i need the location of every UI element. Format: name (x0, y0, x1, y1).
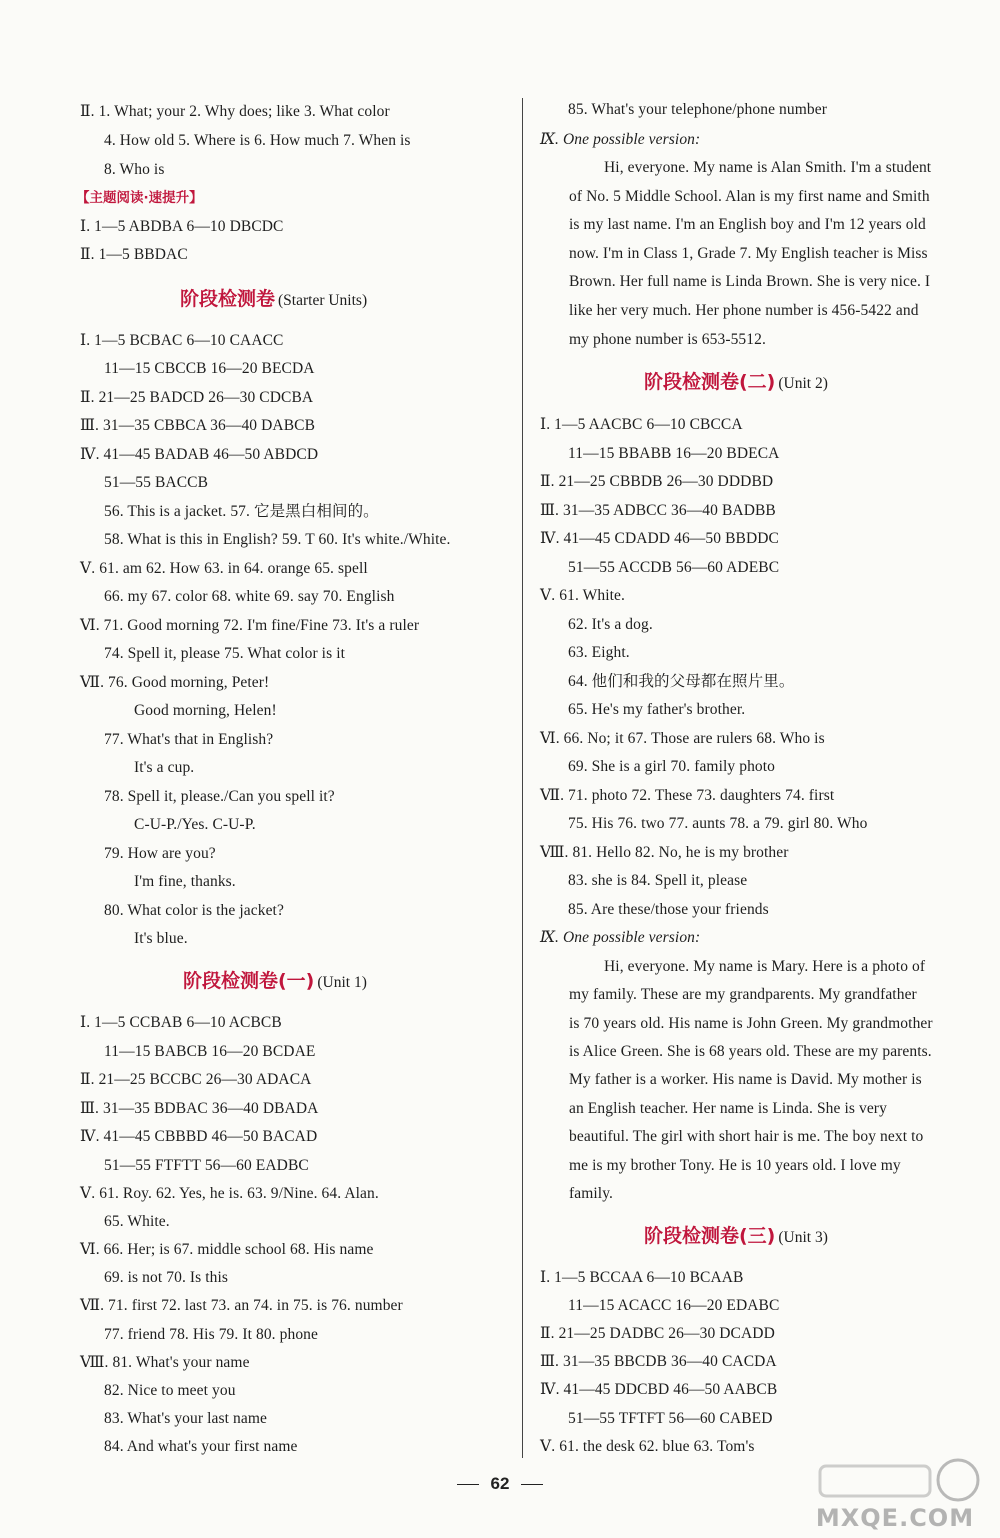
answer-line: Ⅲ. 31—35 CBBCA 36—40 DABCB (80, 417, 316, 434)
answer-line: It's blue. (134, 930, 188, 947)
answer-line: 51—55 BACCB (104, 474, 209, 491)
footer-dash-right (521, 1484, 543, 1485)
section-heading (644, 1223, 828, 1251)
answer-line: 51—55 FTFTT 56—60 EADBC (104, 1157, 309, 1174)
section-heading (180, 286, 367, 314)
answer-line: is Alice Green. She is 68 years old. These are my parents. (569, 1043, 932, 1060)
answer-line: It's a cup. (134, 759, 195, 776)
answer-line: I'm fine, thanks. (134, 873, 236, 890)
answer-line: 77. friend 78. His 79. It 80. phone (104, 1326, 319, 1343)
answer-line: C-U-P./Yes. C-U-P. (134, 816, 256, 833)
answer-line: 8. Who is (104, 161, 165, 178)
section-heading (183, 968, 367, 996)
section-title: 阶段检测卷(二) (644, 371, 776, 393)
answer-line: Ⅱ. 21—25 BCCBC 26—30 ADACA (80, 1071, 312, 1088)
answer-line: Ⅴ. 61. White. (540, 587, 625, 604)
answer-line: 11—15 BABCB 16—20 BCDAE (104, 1043, 316, 1060)
answer-line: Ⅸ. One possible version: (540, 131, 701, 148)
answer-line: 51—55 TFTFT 56—60 CABED (568, 1410, 773, 1427)
answer-line: Ⅵ. 71. Good morning 72. I'm fine/Fine 73. It's a ruler (80, 617, 420, 634)
answer-line: 75. His 76. two 77. aunts 78. a 79. girl 80. Who (568, 815, 868, 832)
reading-section-tag: 【主题阅读·速提升】 (76, 190, 203, 206)
answer-line: 79. How are you? (104, 845, 216, 862)
answer-line: 82. Nice to meet you (104, 1382, 236, 1399)
answer-line: Ⅰ. 1—5 BCCAA 6—10 BCAAB (540, 1269, 744, 1286)
section-title: 阶段检测卷(一) (183, 970, 315, 992)
answer-line: Ⅲ. 31—35 ADBCC 36—40 BADBB (540, 502, 776, 519)
answer-line: 4. How old 5. Where is 6. How much 7. When is (104, 132, 411, 149)
answer-line: Ⅱ. 21—25 BADCD 26—30 CDCBA (80, 389, 314, 406)
answer-line: Ⅵ. 66. No; it 67. Those are rulers 68. Who is (540, 730, 825, 747)
section-unit: (Unit 1) (317, 974, 367, 991)
answer-line: 58. What is this in English? 59. T 60. It's white./White. (104, 531, 451, 548)
answer-line: Ⅳ. 41—45 CDADD 46—50 BBDDC (540, 530, 779, 547)
answer-line: Ⅳ. 41—45 BADAB 46—50 ABDCD (80, 446, 319, 463)
answer-line: Ⅲ. 31—35 BDBAC 36—40 DBADA (80, 1100, 319, 1117)
answer-line: 77. What's that in English? (104, 731, 274, 748)
answer-line: me is my brother Tony. He is 10 years old. I love my (569, 1157, 901, 1174)
answer-line: Ⅰ. 1—5 CCBAB 6—10 ACBCB (80, 1014, 282, 1031)
answer-line: 56. This is a jacket. 57. 它是黑白相间的。 (104, 503, 379, 520)
column-divider (522, 98, 523, 1458)
section-title: 阶段检测卷(三) (644, 1225, 776, 1247)
answer-line: Ⅴ. 61. the desk 62. blue 63. Tom's (540, 1438, 755, 1455)
answer-line: My father is a worker. His name is David. My mother is (569, 1071, 922, 1088)
answer-line: is my last name. I'm an English boy and I'm 12 years old (569, 216, 926, 233)
answer-line: 11—15 ACACC 16—20 EDABC (568, 1297, 780, 1314)
answer-line: 51—55 ACCDB 56—60 ADEBC (568, 559, 780, 576)
answer-line: 65. White. (104, 1213, 170, 1230)
answer-line: Ⅳ. 41—45 DDCBD 46—50 AABCB (540, 1381, 778, 1398)
answer-line: Ⅸ. One possible version: (540, 929, 701, 946)
answer-line: Ⅱ. 1—5 BBDAC (80, 246, 188, 263)
section-unit: (Unit 2) (778, 375, 828, 392)
answer-line: 80. What color is the jacket? (104, 902, 284, 919)
section-title: 阶段检测卷 (180, 288, 276, 310)
watermark-seal-icon (800, 1458, 990, 1506)
answer-line: Ⅰ. 1—5 AACBC 6—10 CBCCA (540, 416, 743, 433)
answer-line: Ⅴ. 61. Roy. 62. Yes, he is. 63. 9/Nine. 64. Alan. (80, 1185, 379, 1202)
answer-line: Ⅵ. 66. Her; is 67. middle school 68. His name (80, 1241, 374, 1258)
answer-line: 64. 他们和我的父母都在照片里。 (568, 673, 795, 690)
footer-dash-left (457, 1484, 479, 1485)
answer-line: 66. my 67. color 68. white 69. say 70. English (104, 588, 395, 605)
answer-line: Ⅱ. 1. What; your 2. Why does; like 3. What color (80, 103, 390, 120)
answer-line: Brown. Her full name is Linda Brown. She is very nice. I (569, 273, 931, 290)
answer-line: 11—15 CBCCB 16—20 BECDA (104, 360, 315, 377)
answer-line: Ⅰ. 1—5 BCBAC 6—10 CAACC (80, 332, 284, 349)
answer-line: 62. It's a dog. (568, 616, 653, 633)
answer-line: Ⅷ. 81. Hello 82. No, he is my brother (540, 844, 789, 861)
answer-line: now. I'm in Class 1, Grade 7. My English teacher is Miss (569, 245, 928, 262)
answer-line: 83. she is 84. Spell it, please (568, 872, 748, 889)
answer-line: 85. Are these/those your friends (568, 901, 769, 918)
answer-line: Ⅷ. 81. What's your name (80, 1354, 250, 1371)
answer-line: Ⅳ. 41—45 CBBBD 46—50 BACAD (80, 1128, 318, 1145)
answer-line: Ⅶ. 71. first 72. last 73. an 74. in 75. is 76. number (80, 1297, 403, 1314)
answer-line: 85. What's your telephone/phone number (568, 101, 827, 118)
answer-line: 84. And what's your first name (104, 1438, 298, 1455)
answer-line: 63. Eight. (568, 644, 630, 661)
answer-line: Ⅰ. 1—5 ABDBA 6—10 DBCDC (80, 218, 284, 235)
answer-line: is 70 years old. His name is John Green. My grandmother (569, 1015, 933, 1032)
answer-line: Ⅱ. 21—25 CBBDB 26—30 DDDBD (540, 473, 774, 490)
section-heading (644, 369, 828, 397)
watermark-text: MXQE.COM (815, 1504, 975, 1532)
answer-line: 65. He's my father's brother. (568, 701, 746, 718)
answer-line: of No. 5 Middle School. Alan is my first name and Smith (569, 188, 930, 205)
answer-line: beautiful. The girl with short hair is me. The boy next to (569, 1128, 924, 1145)
answer-line: Ⅶ. 71. photo 72. These 73. daughters 74. first (540, 787, 835, 804)
answer-line: 69. is not 70. Is this (104, 1269, 229, 1286)
section-unit: (Starter Units) (278, 292, 368, 309)
section-unit: (Unit 3) (778, 1229, 828, 1246)
answer-line: 78. Spell it, please./Can you spell it? (104, 788, 335, 805)
answer-line: my phone number is 653-5512. (569, 331, 766, 348)
answer-line: Good morning, Helen! (134, 702, 277, 719)
page-number: 62 (490, 1474, 510, 1493)
answer-line: 83. What's your last name (104, 1410, 267, 1427)
answer-line: like her very much. Her phone number is 456-5422 and (569, 302, 919, 319)
answer-line: Hi, everyone. My name is Alan Smith. I'm a student (604, 159, 932, 176)
answer-line: 74. Spell it, please 75. What color is it (104, 645, 346, 662)
answer-line: family. (569, 1185, 614, 1202)
watermark-logo (800, 1458, 990, 1532)
answer-line: an English teacher. Her name is Linda. She is very (569, 1100, 887, 1117)
answer-line: Ⅱ. 21—25 DADBC 26—30 DCADD (540, 1325, 775, 1342)
answer-line: Ⅲ. 31—35 BBCDB 36—40 CACDA (540, 1353, 777, 1370)
answer-line: Ⅶ. 76. Good morning, Peter! (80, 674, 270, 691)
answer-line: Ⅴ. 61. am 62. How 63. in 64. orange 65. spell (80, 560, 368, 577)
answer-line: Hi, everyone. My name is Mary. Here is a photo of (604, 958, 926, 975)
answer-line: my family. These are my grandparents. My grandfather (569, 986, 917, 1003)
answer-line: 11—15 BBABB 16—20 BDECA (568, 445, 780, 462)
answer-line: 69. She is a girl 70. family photo (568, 758, 776, 775)
